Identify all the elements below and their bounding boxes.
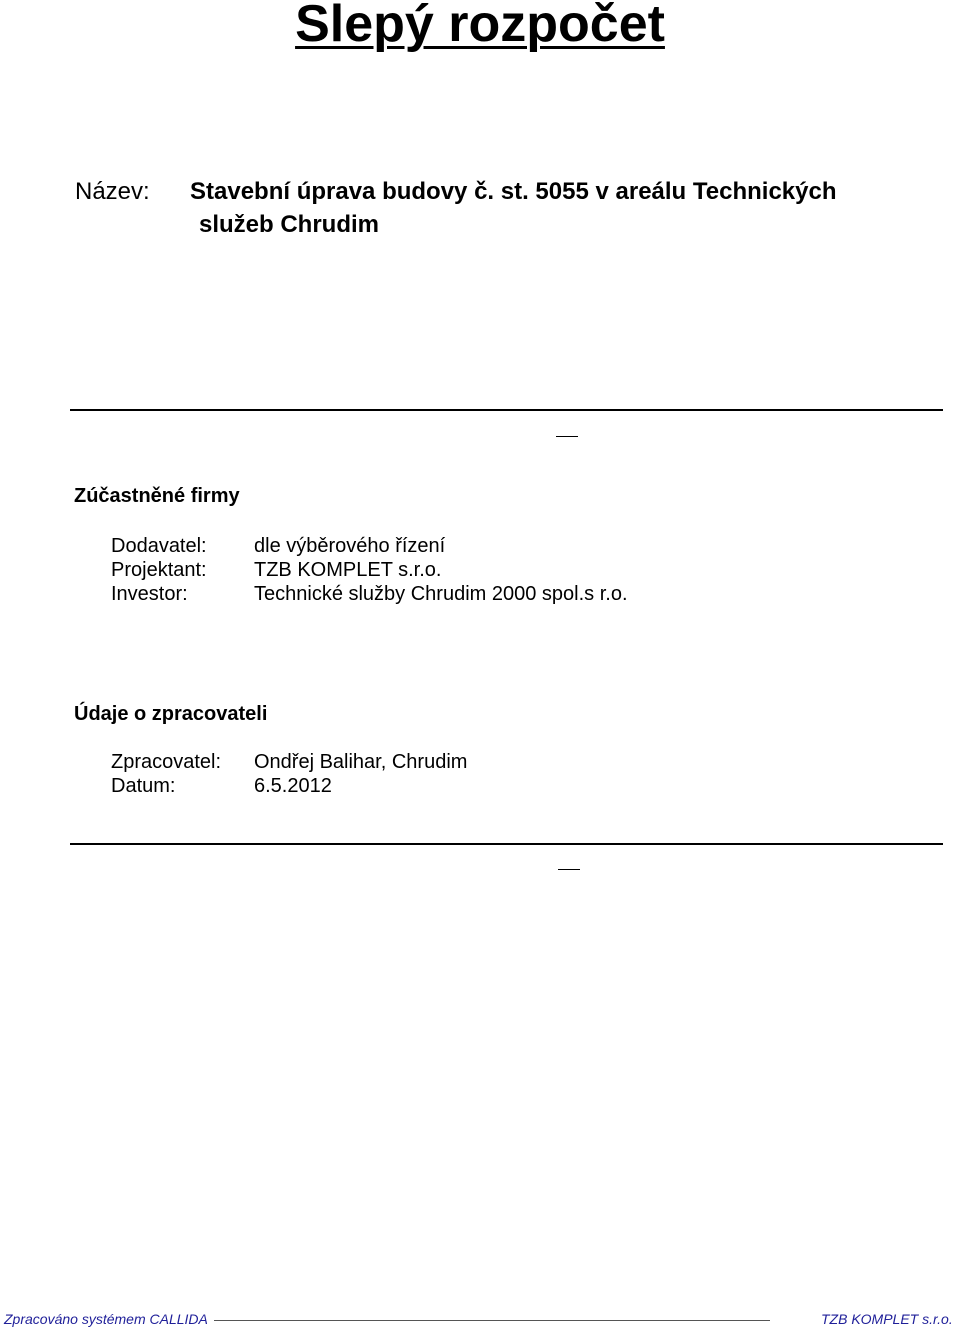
page-title: Slepý rozpočet xyxy=(295,0,665,53)
separator-line-bottom xyxy=(70,843,943,845)
processor-value: Ondřej Balihar, Chrudim xyxy=(254,751,468,773)
designer-label: Projektant: xyxy=(111,559,207,581)
supplier-label: Dodavatel: xyxy=(111,535,207,557)
separator-dash-bottom xyxy=(558,869,580,870)
project-name-line2: služeb Chrudim xyxy=(199,211,380,238)
processor-heading: Údaje o zpracovateli xyxy=(74,703,268,725)
separator-dash-top xyxy=(556,436,578,437)
footer-system: Zpracováno systémem CALLIDA xyxy=(4,1311,208,1327)
project-name-line1: Stavební úprava budovy č. st. 5055 v areálu Technických xyxy=(190,178,837,205)
investor-value: Technické služby Chrudim 2000 spol.s r.o. xyxy=(254,583,628,605)
supplier-value: dle výběrového řízení xyxy=(254,535,446,557)
footer-company: TZB KOMPLET s.r.o. xyxy=(821,1311,953,1327)
date-value: 6.5.2012 xyxy=(254,775,332,797)
processor-label: Zpracovatel: xyxy=(111,751,222,773)
designer-value: TZB KOMPLET s.r.o. xyxy=(254,559,442,581)
footer-line xyxy=(214,1320,770,1321)
firms-heading: Zúčastněné firmy xyxy=(74,485,240,507)
date-label: Datum: xyxy=(111,775,176,797)
project-name-label: Název: xyxy=(75,178,150,205)
investor-label: Investor: xyxy=(111,583,188,605)
separator-line-top xyxy=(70,409,943,411)
